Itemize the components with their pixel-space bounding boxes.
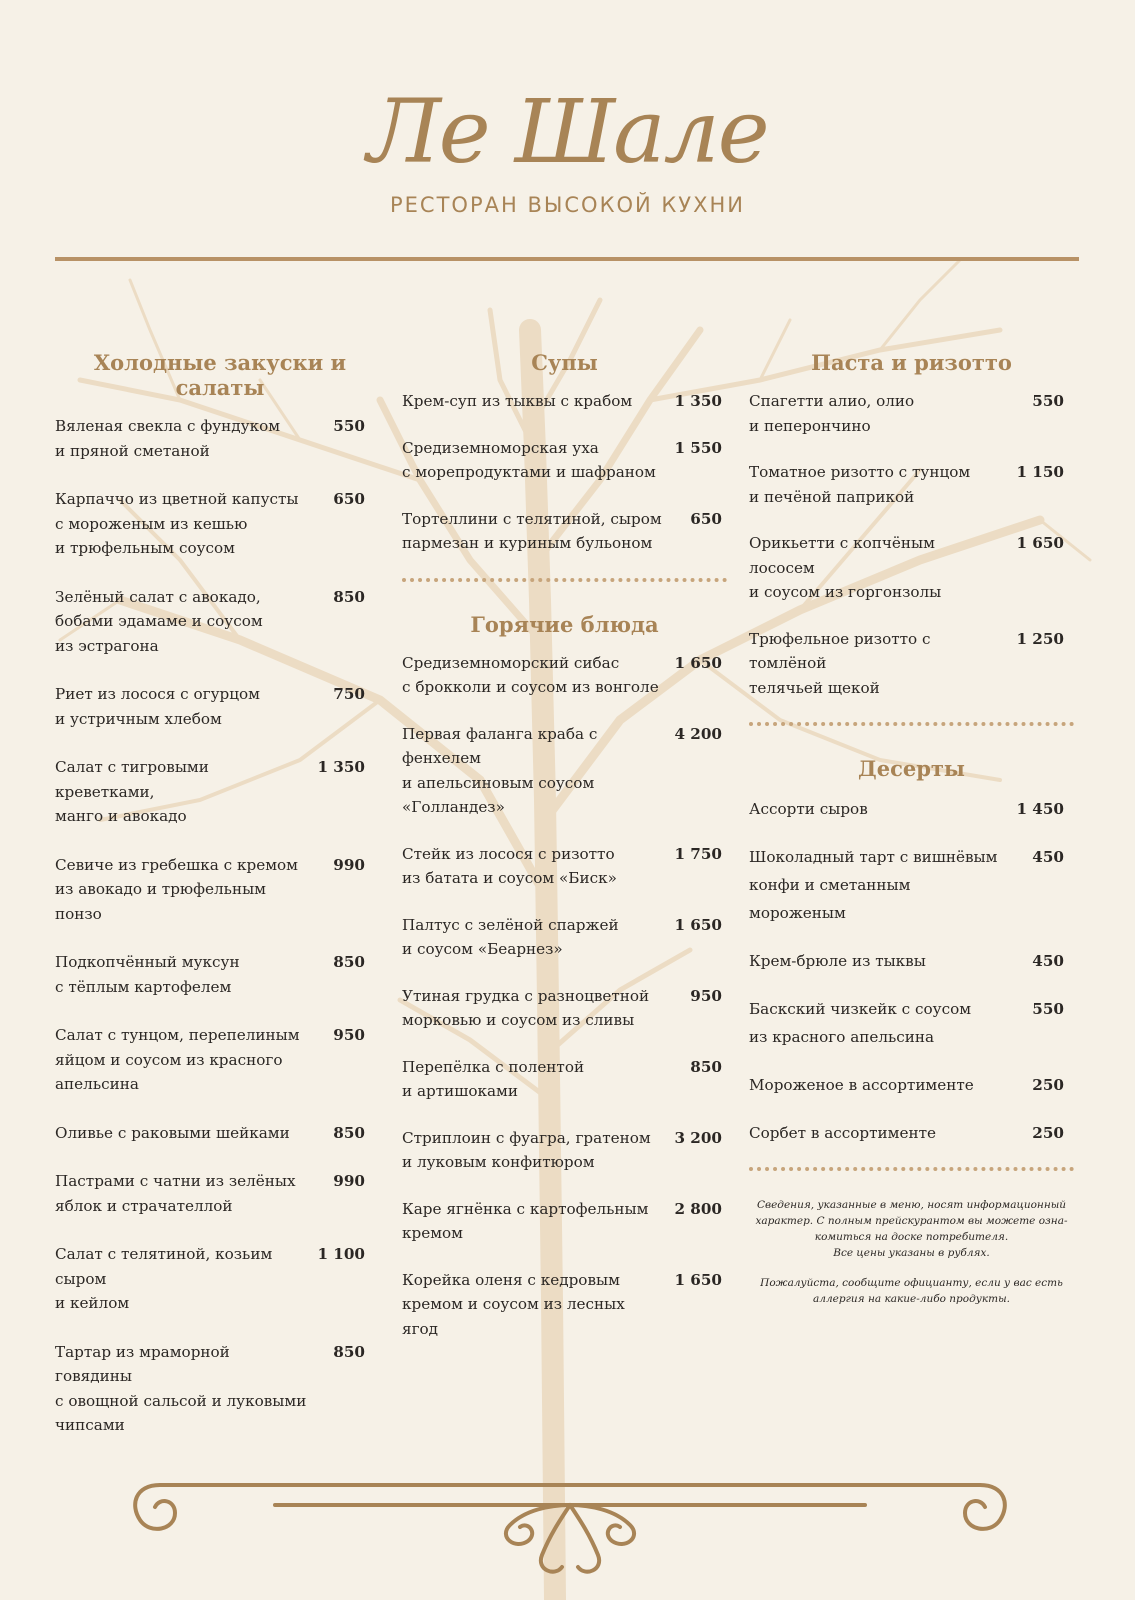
menu-item-name: Шоколадный тарт с вишнёвым конфи и сметанным мороженым — [749, 848, 998, 922]
menu-item-name: Ассорти сыров — [749, 800, 868, 818]
dotted-divider — [749, 722, 1074, 726]
menu-item-price: 550 — [333, 417, 365, 435]
menu-item — [55, 1340, 385, 1438]
menu-item-price: 990 — [333, 1172, 365, 1190]
menu-item-name: Крем-суп из тыквы с крабом — [402, 392, 633, 410]
menu-item — [55, 585, 385, 659]
menu-item — [55, 1121, 385, 1146]
section-title-soups: Супы — [531, 350, 598, 375]
menu-item-name: Мороженое в ассортименте — [749, 1076, 974, 1094]
menu-item-price: 1 250 — [1016, 629, 1064, 648]
menu-item — [749, 947, 1074, 975]
menu-item-price: 250 — [1032, 1076, 1064, 1094]
dotted-divider — [749, 1167, 1074, 1171]
menu-item — [749, 843, 1074, 927]
menu-item-name: Стриплоин с фуагра, гратеном и луковым конфитюром — [402, 1128, 651, 1171]
soups-items-list — [402, 389, 727, 556]
menu-item — [402, 984, 727, 1033]
menu-item-price: 650 — [690, 509, 722, 528]
menu-item-price: 850 — [333, 1123, 365, 1142]
menu-item-name: Тартар из мраморной говядины с овощной сальсой и луковыми чипсами — [55, 1342, 307, 1434]
menu-item — [749, 1071, 1074, 1099]
info-note: Сведения, указанные в меню, носят информационный характер. С полным прейскурантом вы можете озна- комиться на доске потребителя. Все цены указаны в рублях. — [755, 1199, 1068, 1259]
menu-item — [55, 414, 385, 463]
menu-item — [402, 913, 727, 962]
menu-item-price: 1 100 — [317, 1245, 365, 1263]
menu-item-name: Палтус с зелёной спаржей и соусом «Беарнез» — [402, 915, 619, 958]
menu-item — [402, 1126, 727, 1175]
menu-item-name: Спагетти алио, олио и пеперончино — [749, 392, 915, 435]
menu-item-price: 550 — [1032, 392, 1064, 410]
menu-item — [402, 842, 727, 891]
menu-item — [55, 682, 385, 731]
menu-item — [55, 755, 385, 829]
menu-item-name: Корейка оленя с кедровым кремом и соусом из лесных ягод — [402, 1270, 625, 1338]
menu-item — [749, 389, 1074, 438]
menu-item-price: 4 200 — [674, 724, 722, 743]
menu-notes — [749, 1197, 1074, 1307]
menu-item-name: Подкопчённый муксун с тёплым картофелем — [55, 953, 240, 996]
menu-item — [749, 995, 1074, 1051]
menu-item-name: Стейк из лосося с ризотто из батата и соусом «Биск» — [402, 844, 617, 887]
menu-item-price: 1 650 — [1016, 534, 1064, 552]
menu-item-price: 1 650 — [674, 653, 722, 672]
desserts-items-list — [749, 795, 1074, 1147]
menu-item-price: 1 650 — [674, 1270, 722, 1289]
menu-item — [749, 795, 1074, 823]
menu-item — [749, 1119, 1074, 1147]
menu-item-name: Утиная грудка с разноцветной морковью и соусом из сливы — [402, 986, 650, 1029]
menu-item-name: Каре ягнёнка с картофельным кремом — [402, 1199, 649, 1242]
menu-item-name: Первая фаланга краба с фенхелем и апельсиновым соусом «Голландез» — [402, 724, 598, 816]
menu-item — [55, 1242, 385, 1316]
pasta-items-list — [749, 389, 1074, 700]
menu-item-name: Зелёный салат с авокадо, бобами эдамаме и соусом из эстрагона — [55, 587, 263, 655]
menu-item-price: 550 — [1032, 1000, 1064, 1018]
column-soups-hot — [402, 350, 727, 1363]
section-title-desserts: Десерты — [858, 756, 965, 781]
menu-item — [402, 1197, 727, 1246]
menu-item-name: Вяленая свекла с фундуком и пряной сметаной — [55, 417, 281, 460]
cold-items-list — [55, 414, 385, 1438]
menu-item — [402, 722, 727, 820]
menu-item-name: Пастрами с чатни из зелёных яблок и страчателлой — [55, 1172, 296, 1215]
menu-item-name: Перепёлка с полентой и артишоками — [402, 1057, 585, 1100]
section-title-pasta: Паста и ризотто — [811, 350, 1012, 375]
menu-item-name: Салат с телятиной, козьим сыром и кейлом — [55, 1245, 273, 1312]
menu-item-price: 1 450 — [1016, 800, 1064, 818]
decorative-flourish — [130, 1475, 1010, 1595]
menu-item-name: Оливье с раковыми шейками — [55, 1123, 290, 1142]
menu-item-name: Баскский чизкейк с соусом из красного апельсина — [749, 1000, 972, 1046]
column-pasta-desserts — [749, 350, 1074, 1321]
menu-item-name: Тортеллини с телятиной, сыром пармезан и куриным бульоном — [402, 509, 662, 552]
menu-item — [55, 1023, 385, 1097]
menu-item-name: Крем-брюле из тыквы — [749, 952, 926, 970]
menu-item-price: 1 350 — [317, 758, 365, 776]
menu-item-price: 850 — [690, 1057, 722, 1076]
allergy-note: Пожалуйста, сообщите официанту, если у вас есть аллергия на какие-либо продукты. — [760, 1277, 1063, 1305]
menu-item-price: 1 150 — [1016, 463, 1064, 481]
menu-item — [402, 389, 727, 414]
menu-item — [402, 651, 727, 700]
menu-item-name: Севиче из гребешка с кремом из авокадо и трюфельным понзо — [55, 855, 298, 923]
restaurant-logo: Ле Шале — [367, 80, 768, 183]
menu-item-price: 950 — [690, 986, 722, 1005]
menu-item-price: 750 — [333, 685, 365, 703]
menu-item-price: 650 — [333, 490, 365, 508]
menu-item — [749, 460, 1074, 509]
menu-item-price: 990 — [333, 855, 365, 874]
menu-item-price: 250 — [1032, 1124, 1064, 1142]
menu-item — [402, 436, 727, 485]
column-cold-appetizers — [55, 350, 385, 1462]
menu-item-name: Карпаччо из цветной капусты с мороженым из кешью и трюфельным соусом — [55, 490, 299, 557]
menu-item-price: 1 650 — [674, 915, 722, 934]
menu-item-price: 2 800 — [674, 1199, 722, 1218]
menu-item-name: Трюфельное ризотто с томлёной телячьей щекой — [749, 629, 931, 697]
menu-item-name: Орикьетти с копчёным лососем и соусом из горгонзолы — [749, 534, 942, 601]
menu-item-name: Салат с тигровыми креветками, манго и авокадо — [55, 758, 209, 825]
section-title-cold: Холодные закуски и салаты — [93, 350, 347, 400]
menu-item-price: 1 350 — [674, 392, 722, 410]
menu-item-price: 850 — [333, 953, 365, 971]
menu-item-price: 850 — [333, 1342, 365, 1361]
menu-item-name: Средиземноморский сибас с брокколи и соусом из вонголе — [402, 653, 659, 696]
menu-item-price: 950 — [333, 1026, 365, 1044]
menu-item — [402, 1055, 727, 1104]
hot-items-list — [402, 651, 727, 1342]
menu-item-name: Салат с тунцом, перепелиным яйцом и соусом из красного апельсина — [55, 1026, 300, 1093]
menu-item-name: Риет из лосося с огурцом и устричным хлебом — [55, 685, 260, 728]
menu-item — [749, 531, 1074, 605]
menu-item — [55, 487, 385, 561]
section-title-hot: Горячие блюда — [470, 611, 659, 637]
menu-item-price: 1 550 — [674, 438, 722, 457]
menu-item — [402, 507, 727, 556]
menu-item-price: 3 200 — [674, 1128, 722, 1147]
menu-item-name: Средиземноморская уха с морепродуктами и шафраном — [402, 438, 656, 481]
menu-item-name: Сорбет в ассортименте — [749, 1124, 936, 1142]
menu-item — [55, 853, 385, 927]
menu-item-price: 1 750 — [674, 844, 722, 863]
header-divider — [55, 257, 1079, 261]
dotted-divider — [402, 578, 727, 582]
restaurant-tagline: РЕСТОРАН ВЫСОКОЙ КУХНИ — [390, 193, 745, 217]
menu-item-price: 450 — [1032, 952, 1064, 970]
menu-item — [402, 1268, 727, 1342]
menu-item-price: 450 — [1032, 848, 1064, 866]
menu-item — [55, 950, 385, 999]
menu-item — [55, 1169, 385, 1218]
menu-item-price: 850 — [333, 587, 365, 606]
menu-item-name: Томатное ризотто с тунцом и печёной паприкой — [749, 463, 971, 506]
menu-item — [749, 627, 1074, 701]
